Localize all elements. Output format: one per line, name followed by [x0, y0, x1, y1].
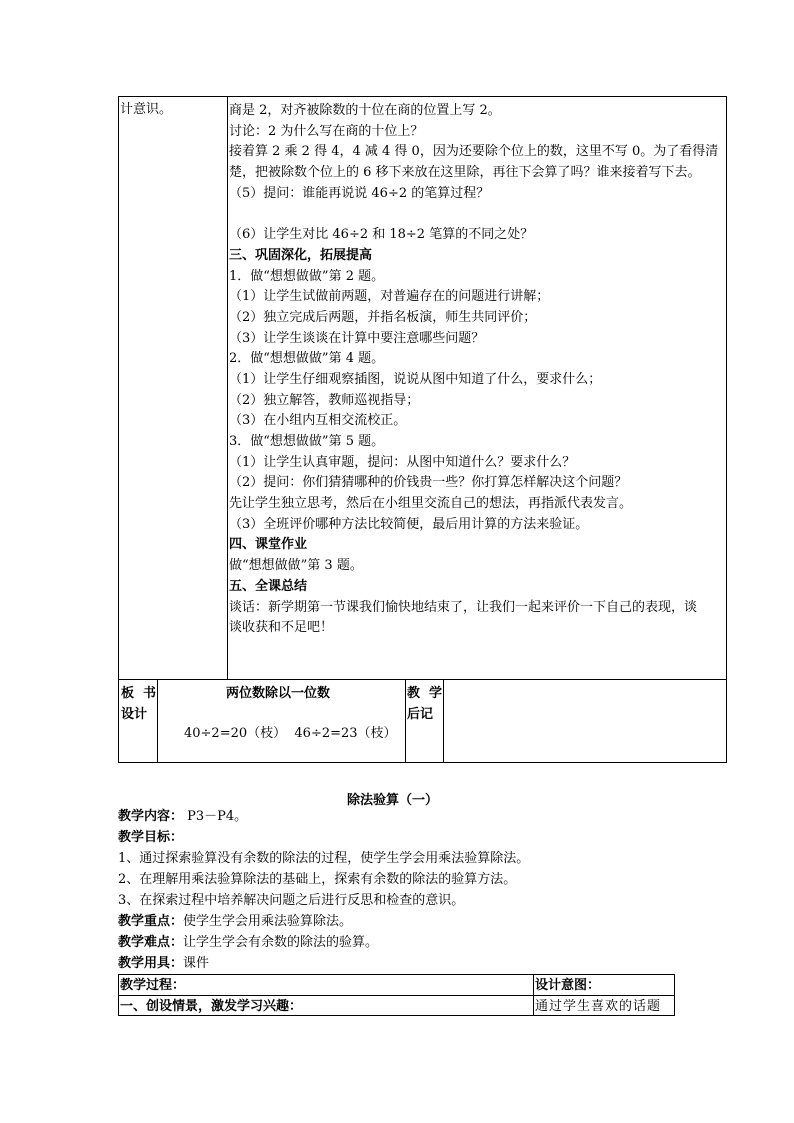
lesson-step-line: 2．做“想想做做”第 4 题。: [229, 351, 385, 367]
teaching-tools: [118, 954, 209, 975]
lesson-step-line: （5）提问：谁能再说说 46÷2 的笔算过程？: [229, 185, 490, 201]
teaching-content: [118, 807, 247, 828]
table-divider-upper: [227, 96, 228, 680]
teaching-difficulty: [118, 933, 378, 954]
lesson-step-line: 接着算 2 乘 2 得 4，4 减 4 得 0，因为还要除个位上的数，这里不写 0。为了看得清: [229, 144, 719, 160]
section-heading: 四、课堂作业: [229, 537, 308, 553]
teaching-content-value: P3－P4。: [183, 809, 248, 824]
process-label: 教学过程：: [120, 978, 186, 993]
tools-label: 教学用具：: [118, 956, 184, 971]
table-border-left: [118, 96, 119, 763]
lesson-step-line: （3）在小组内互相交流校正。: [229, 413, 407, 429]
lesson-title: 除法验算（一）: [347, 793, 439, 808]
board-title: 两位数除以一位数: [226, 686, 331, 701]
bottom-table-border-top: [118, 974, 675, 975]
lesson-step-line: （1）让学生试做前两题，对普遍存在的问题进行讲解；: [229, 289, 550, 305]
lesson-step-line: （3）全班评价哪种方法比较简便，最后用计算的方法来验证。: [229, 516, 589, 532]
section-heading: 三、巩固深化，拓展提高: [229, 247, 373, 263]
lesson-step-line: （1）让学生认真审题，提问：从图中知道什么？要求什么？: [229, 454, 576, 470]
lesson-step-line: （2）提问：你们猜猜哪种的价钱贵一些？你打算怎样解决这个问题？: [229, 475, 628, 491]
lesson-step-line: （3）让学生谈谈在计算中要注意哪些问题？: [229, 330, 485, 346]
section-heading: 五、全课总结: [229, 578, 308, 594]
key-point-label: 教学重点：: [118, 914, 184, 929]
reflection-label-line-2: 后记: [407, 707, 434, 722]
table-border-top: [118, 96, 727, 97]
lesson-step-line: 讨论：2 为什么写在商的十位上？: [229, 123, 424, 139]
lesson-step-line: 谈收获和不足吧！: [229, 620, 334, 636]
teaching-key-point: [118, 912, 352, 933]
board-formula: 40÷2=20（枝） 46÷2=23（枝）: [184, 726, 397, 741]
teaching-goals-label: 教学目标：: [118, 830, 184, 845]
lesson-step-line: 楚，把被除数个位上的 6 移下来放在这里除，再往下会算了吗？谁来接着写下去。: [229, 165, 701, 181]
lesson-step-line: 1．做“想想做做”第 2 题。: [229, 268, 385, 284]
lesson-step-line: （6）让学生对比 46÷2 和 18÷2 笔算的不同之处？: [229, 227, 534, 243]
teaching-goal-1: 1、通过探索验算没有余数的除法的过程，使学生学会用乘法验算除法。: [118, 851, 530, 866]
lesson-step-line: （1）让学生仔细观察插图，说说从图中知道了什么，要求什么；: [229, 371, 602, 387]
board-label-line-1: 板 书: [121, 686, 157, 701]
lesson-step-line: [229, 204, 725, 225]
difficulty-value: 让学生学会有余数的除法的验算。: [183, 935, 379, 950]
teaching-goal-2: 2、在理解用乘法验算除法的基础上，探索有余数的除法的验算方法。: [118, 872, 517, 887]
bottom-table-divider: [533, 974, 534, 1016]
lesson-step-line: 做“想想做做”第 3 题。: [229, 558, 363, 574]
table-row-divider: [118, 679, 727, 680]
lesson-step-line: 商是 2，对齐被除数的十位在商的位置上写 2。: [229, 103, 501, 118]
bottom-table-border-right: [674, 974, 675, 1016]
bottom-table-border-left: [118, 974, 119, 1016]
lesson-step-line: 谈话：新学期第一节课我们愉快地结束了，让我们一起来评价一下自己的表现，谈: [229, 599, 698, 615]
table-divider-reflection-label-right: [443, 679, 444, 763]
lesson-step-line: （2）独立完成后两题，并指名板演，师生共同评价；: [229, 309, 537, 325]
teaching-content-label: 教学内容：: [118, 809, 184, 824]
lesson-step-line: 先让学生独立思考，然后在小组里交流自己的想法，再指派代表发言。: [229, 496, 633, 512]
section-1-heading: 一、创设情景，激发学习兴趣：: [120, 999, 303, 1014]
lesson-steps: [229, 101, 725, 639]
tools-value: 课件: [183, 956, 210, 971]
teaching-goal-3: 3、在探索过程中培养解决问题之后进行反思和检查的意识。: [118, 893, 465, 908]
left-cell-text: 计意识。: [120, 102, 173, 117]
table-divider-board-label: [157, 679, 158, 763]
table-divider-reflection-label-left: [405, 679, 406, 763]
difficulty-label: 教学难点：: [118, 935, 184, 950]
lesson-step-line: （2）独立解答，教师巡视指导；: [229, 392, 420, 408]
board-label-line-2: 设计: [121, 707, 148, 722]
key-point-value: 使学生学会用乘法验算除法。: [183, 914, 353, 929]
table-border-right: [726, 96, 727, 763]
lesson-step-line: 3．做“想想做做”第 5 题。: [229, 434, 385, 449]
reflection-label-line-1: 教 学: [407, 686, 443, 701]
table-border-bottom: [118, 762, 727, 763]
intent-text: 通过学生喜欢的话题: [535, 999, 662, 1014]
intent-label: 设计意图：: [535, 978, 601, 993]
